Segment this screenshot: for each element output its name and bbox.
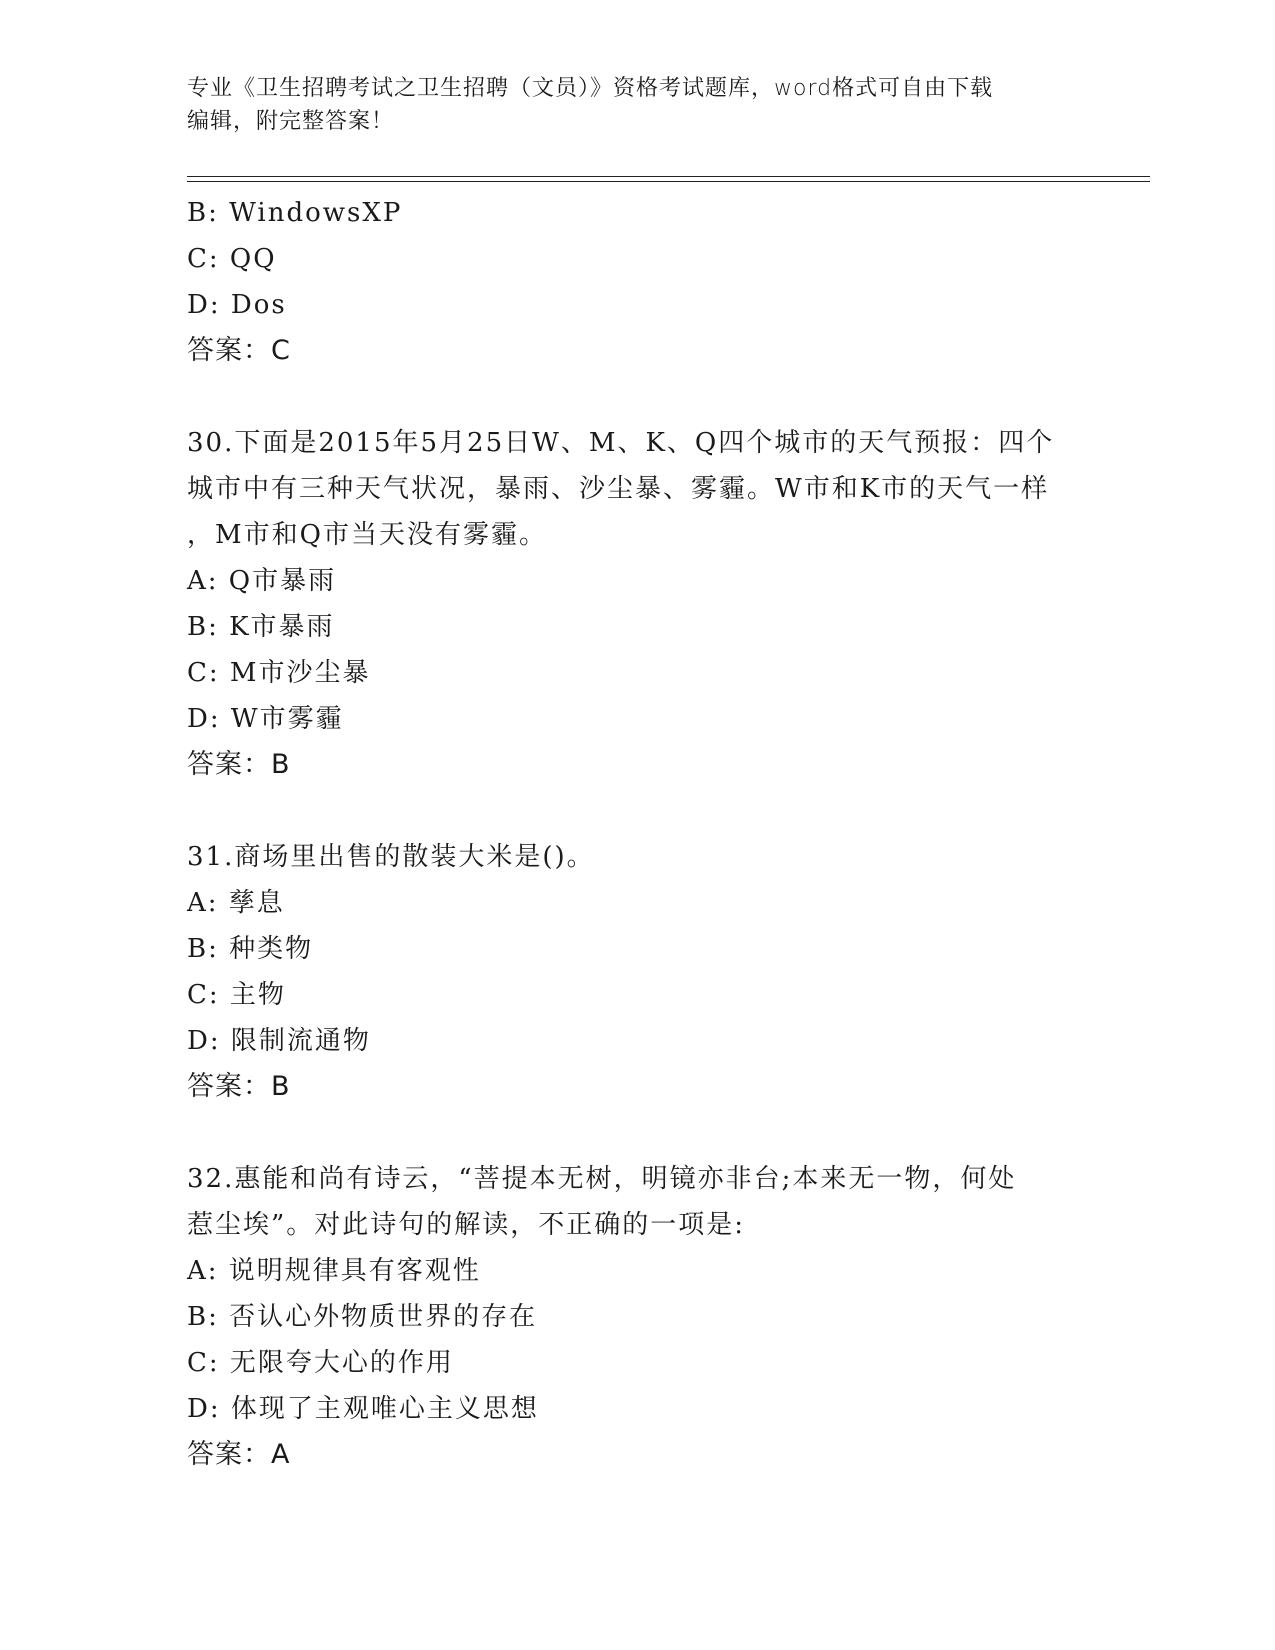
option-c: C: QQ: [187, 244, 277, 274]
question-stem: [187, 420, 1087, 558]
option-d: D: 体现了主观唯心主义思想: [187, 1394, 539, 1424]
answer-line: 答案：B: [187, 1071, 291, 1102]
question-stem: [187, 1156, 1087, 1248]
stem-line-1: 30.下面是2015年5月25日W、M、K、Q四个城市的天气预报：四个: [187, 428, 1055, 458]
option-a: A: 孳息: [187, 888, 285, 918]
stem-line-3: ，M市和Q市当天没有雾霾。: [187, 520, 547, 550]
option-d: D: 限制流通物: [187, 1026, 371, 1056]
option-b: B: 种类物: [187, 934, 314, 964]
stem-line-1: 32.惠能和尚有诗云，“菩提本无树，明镜亦非台;本来无一物，何处: [187, 1164, 1017, 1194]
answer-line: 答案：B: [187, 749, 291, 780]
option-b: B: K市暴雨: [187, 612, 335, 642]
option-b: B: WindowsXP: [187, 198, 403, 228]
answer-line: 答案：C: [187, 335, 291, 366]
stem-line-2: 城市中有三种天气状况，暴雨、沙尘暴、雾霾。W市和K市的天气一样: [187, 474, 1050, 504]
question-list: [187, 190, 1087, 1478]
document-header: [187, 72, 1087, 138]
option-c: C: 主物: [187, 980, 286, 1010]
question-29: [187, 190, 1087, 374]
question-30: [187, 420, 1087, 788]
question-32: [187, 1156, 1087, 1478]
stem-line-2: 惹尘埃”。对此诗句的解读，不正确的一项是:: [187, 1210, 746, 1240]
option-c: C: M市沙尘暴: [187, 658, 371, 688]
header-divider-top: [187, 176, 1150, 177]
option-a: A: Q市暴雨: [187, 566, 337, 596]
option-d: D: W市雾霾: [187, 704, 344, 734]
question-stem: [187, 834, 1087, 880]
option-d: D: Dos: [187, 290, 287, 320]
answer-line: 答案：A: [187, 1439, 291, 1470]
option-b: B: 否认心外物质世界的存在: [187, 1302, 538, 1332]
stem-line-1: 31.商场里出售的散装大米是()。: [187, 842, 595, 872]
header-divider-bottom: [187, 181, 1150, 182]
option-a: A: 说明规律具有客观性: [187, 1256, 481, 1286]
option-c: C: 无限夸大心的作用: [187, 1348, 454, 1378]
question-31: [187, 834, 1087, 1110]
header-line-1: 专业《卫生招聘考试之卫生招聘（文员）》资格考试题库，word格式可自由下载: [187, 76, 994, 101]
header-line-2: 编辑，附完整答案！: [187, 109, 395, 134]
